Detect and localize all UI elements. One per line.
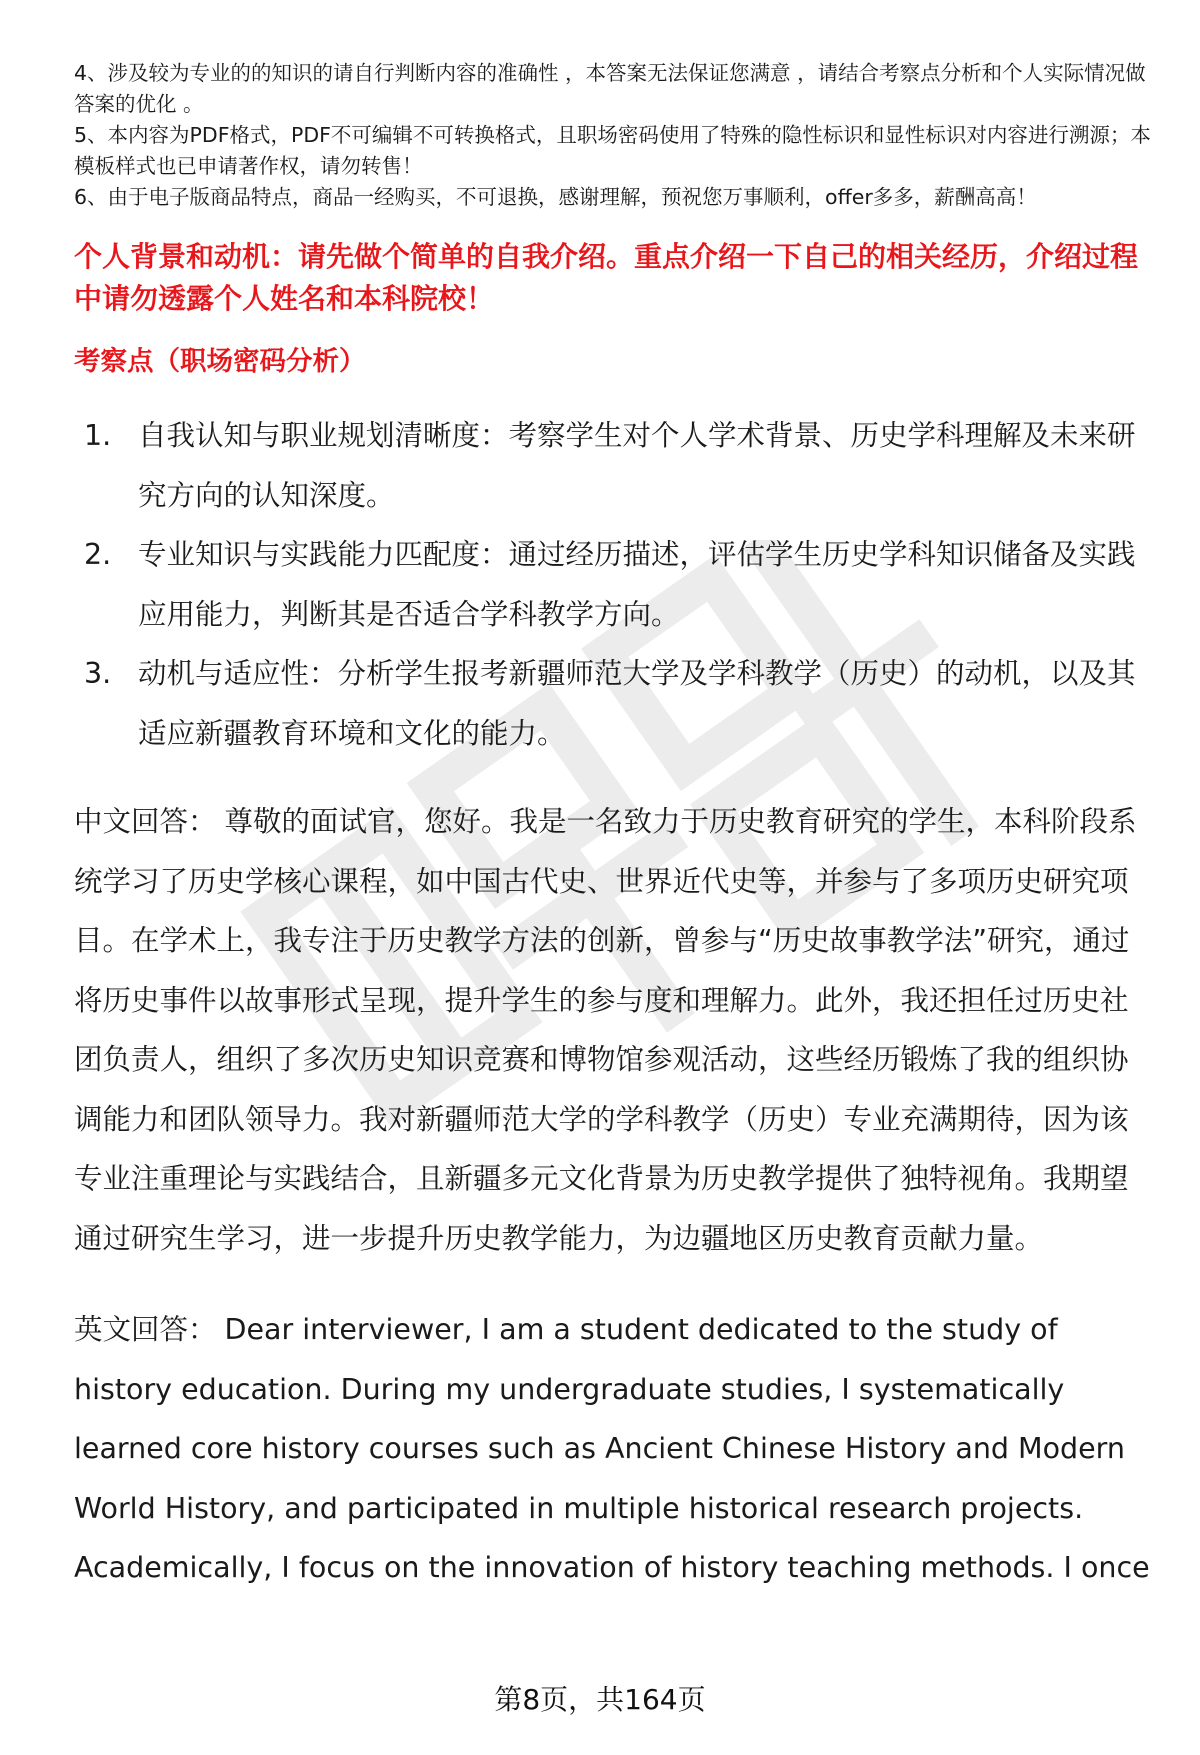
answer-chinese-label: 中文回答： (74, 805, 217, 838)
answer-chinese (74, 792, 1154, 1268)
point-number: 3. (84, 657, 112, 690)
notice-item: 4、涉及较为专业的的知识的请自行判断内容的准确性 ，本答案无法保证您满意 ，请结合考察点分析和个人实际情况做答案的优化 。 (74, 61, 1146, 116)
point-item (74, 525, 1154, 644)
notice-list (74, 58, 1154, 213)
point-item (74, 406, 1154, 525)
answer-chinese-text: 尊敬的面试官，您好。我是一名致力于历史教育研究的学生，本科阶段系统学习了历史学核心课程，如中国古代史、世界近代史等，并参与了多项历史研究项目。在学术上，我专注于历史教学方法的创新，曾参与“历史故事教学法”研究，通过将历史事件以故事形式呈现，提升学生的参与度和理解力。此外，我还担任过历史社团负责人，组织了多次历史知识竞赛和博物馆参观活动，这些经历锻炼了我的组织协调能力和团队领导力。我对新疆师范大学的学科教学（历史）专业充满期待，因为该专业注重理论与实践结合，且新疆多元文化背景为历史教学提供了独特视角。我期望通过研究生学习，进一步提升历史教学能力，为边疆地区历史教育贡献力量。 (74, 805, 1137, 1255)
points-heading: 考察点（职场密码分析） (74, 346, 366, 377)
point-item (74, 644, 1154, 763)
point-text: 自我认知与职业规划清晰度：考察学生对个人学术背景、历史学科理解及未来研究方向的认知深度。 (138, 419, 1136, 512)
answer-english-text: Dear interviewer, I am a student dedicated to the study of history education. During my undergraduate studies, I systematically learned core history courses such as Ancient Chinese History and Modern World History, and participated in multiple historical research projects. Academically, I focus on the innovation of history teaching methods. I once (74, 1313, 1150, 1584)
notice-item: 6、由于电子版商品特点，商品一经购买，不可退换，感谢理解，预祝您万事顺利，offer多多，薪酬高高！ (74, 185, 1037, 209)
document-page (74, 58, 1154, 1598)
question-heading: 个人背景和动机：请先做个简单的自我介绍。重点介绍一下自己的相关经历，介绍过程中请勿透露个人姓名和本科院校！ (74, 240, 1139, 315)
point-text: 专业知识与实践能力匹配度：通过经历描述，评估学生历史学科知识储备及实践应用能力，判断其是否适合学科教学方向。 (138, 538, 1136, 631)
notice-item: 5、本内容为PDF格式，PDF不可编辑不可转换格式，且职场密码使用了特殊的隐性标识和显性标识对内容进行溯源；本模板样式也已申请著作权，请勿转售！ (74, 123, 1151, 178)
answer-english (74, 1300, 1154, 1598)
point-text: 动机与适应性：分析学生报考新疆师范大学及学科教学（历史）的动机，以及其适应新疆教育环境和文化的能力。 (138, 657, 1136, 750)
point-number: 1. (84, 419, 112, 452)
points-list (74, 406, 1154, 763)
point-number: 2. (84, 538, 112, 571)
answer-english-label: 英文回答： (74, 1313, 217, 1346)
page-footer: 第8页，共164页 (494, 1683, 706, 1716)
